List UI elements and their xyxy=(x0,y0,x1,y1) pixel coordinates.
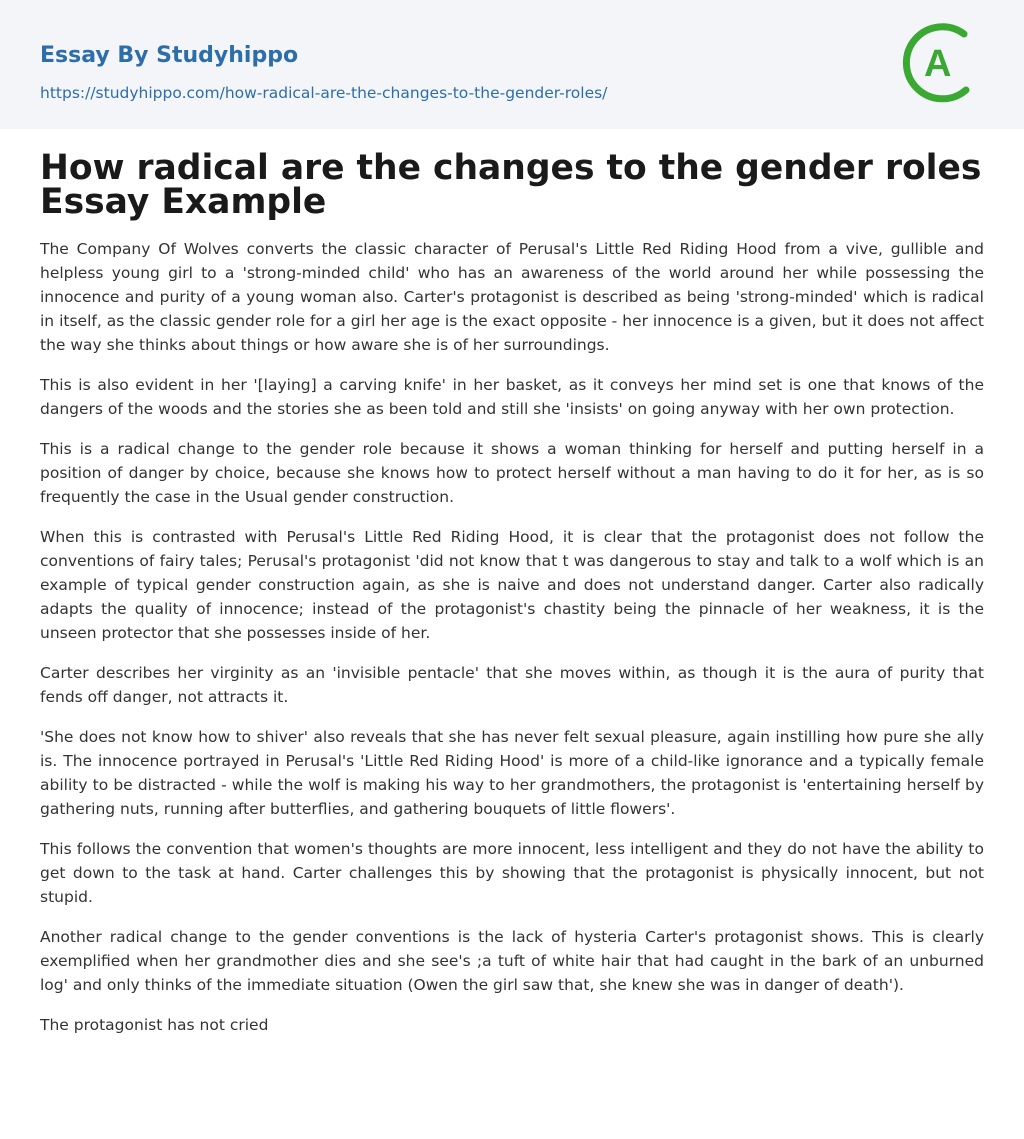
paragraph-1: The Company Of Wolves converts the classic character of Perusal's Little Red Riding Hood from a vive, gullible and helpless young girl to a 'strong-minded child' who has an awareness of the world around her while possessing the innocence and purity of a young woman also. Carter's protagonist is described as being 'strong-minded' which is radical in itself, as the classic gender role for a girl her age is the exact opposite - her innocence is a given, but it does not affect the way she thinks about things or how aware she is of her surroundings. xyxy=(40,240,984,354)
paragraph-8: Another radical change to the gender conventions is the lack of hysteria Carter's protagonist shows. This is clearly exemplified when her grandmother dies and she see's ;a tuft of white hair that had caught in the bark of an unburned log' and only thinks of the immediate situation (Owen the girl saw that, she knew she was in danger of death'). xyxy=(40,928,984,994)
paragraph-9: The protagonist has not cried xyxy=(40,1016,269,1034)
logo-letter: A xyxy=(924,43,952,85)
article xyxy=(0,148,1024,1037)
paragraph-2: This is also evident in her '[laying] a carving knife' in her basket, as it conveys her mind set is one that knows of the dangers of the woods and the stories she as been told and still she 'insists' on going anyway with her own protection. xyxy=(40,376,984,418)
page-url-link[interactable]: https://studyhippo.com/how-radical-are-the-changes-to-the-gender-roles/ xyxy=(40,84,608,102)
paragraph-3: This is a radical change to the gender role because it shows a woman thinking for herself and putting herself in a position of danger by choice, because she knows how to protect herself without a man having to do it for her, as is so frequently the case in the Usual gender construction. xyxy=(40,440,984,506)
paragraph-4: When this is contrasted with Perusal's Little Red Riding Hood, it is clear that the protagonist does not follow the conventions of fairy tales; Perusal's protagonist 'did not know that t was dangerous to stay and talk to a wolf which is an example of typical gender construction again, as she is naive and does not understand danger. Carter also radically adapts the quality of innocence; instead of the protagonist's chastity being the pinnacle of her weakness, it is the unseen protector that she possesses inside of her. xyxy=(40,528,984,642)
paragraph-5: Carter describes her virginity as an 'invisible pentacle' that she moves within, as though it is the aura of purity that fends off danger, not attracts it. xyxy=(40,664,984,706)
site-header xyxy=(0,0,1024,129)
page-title: How radical are the changes to the gender roles Essay Example xyxy=(40,148,982,222)
paragraph-6: 'She does not know how to shiver' also reveals that she has never felt sexual pleasure, again instilling how pure she ally is. The innocence portrayed in Perusal's 'Little Red Riding Hood' is more of a child-like ignorance and a typically female ability to be distracted - while the wolf is making his way to her grandmothers, the protagonist is 'entertaining herself by gathering nuts, running after butterflies, and gathering bouquets of little flowers'. xyxy=(40,728,984,818)
studyhippo-logo-icon[interactable] xyxy=(900,20,984,104)
brand-title[interactable]: Essay By Studyhippo xyxy=(40,43,299,68)
paragraph-7: This follows the convention that women's thoughts are more innocent, less intelligent and they do not have the ability to get down to the task at hand. Carter challenges this by showing that the protagonist is physically innocent, but not stupid. xyxy=(40,840,984,906)
